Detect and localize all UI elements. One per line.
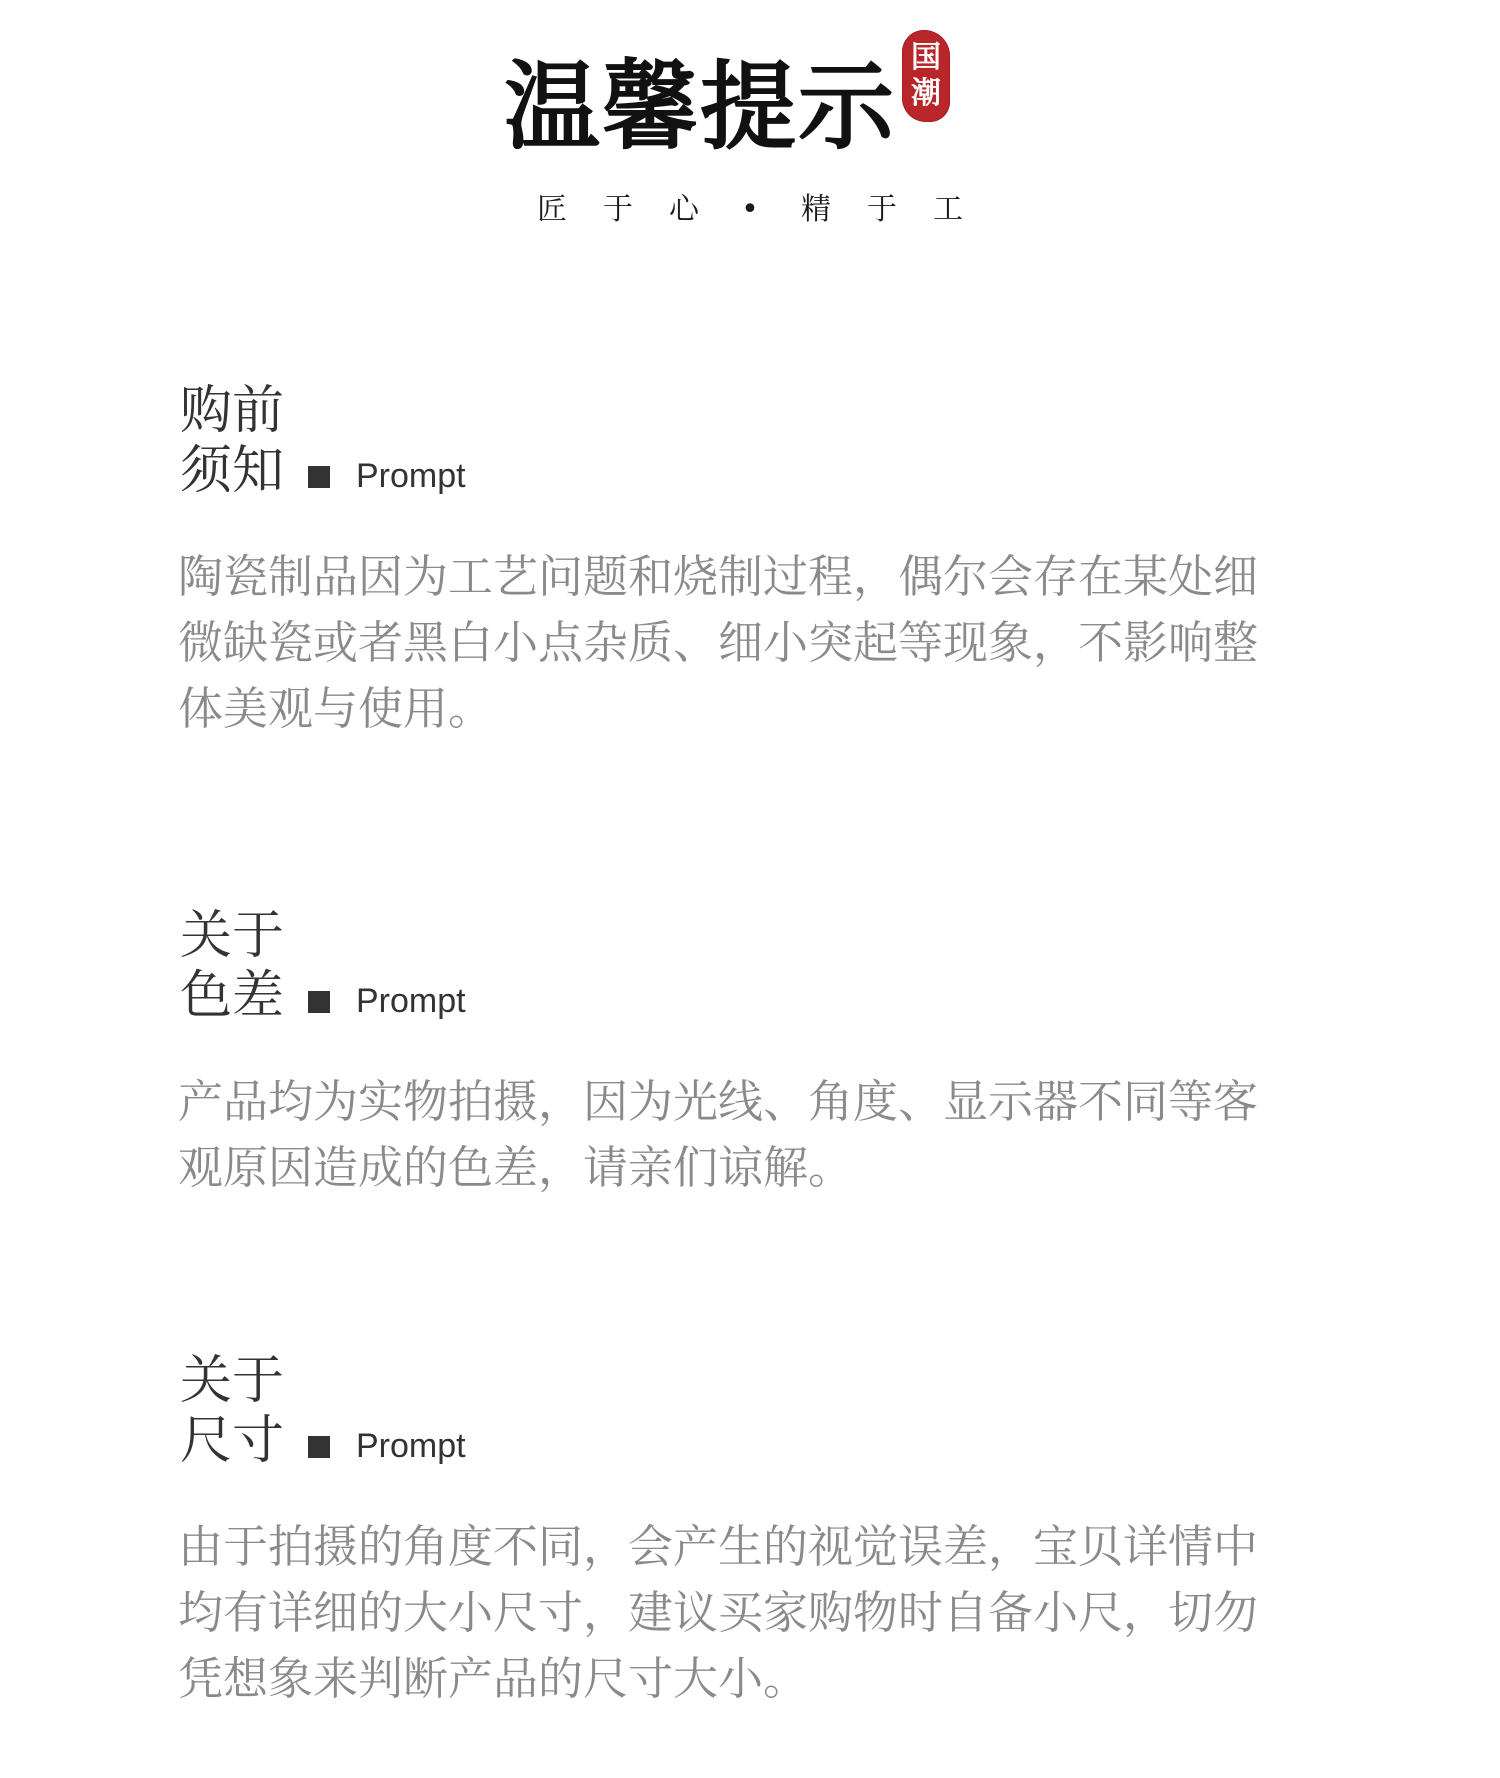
seal-char-1: 国 [911,40,941,75]
tagline-char: 心 [669,192,699,227]
prompt-tag: Prompt [356,457,466,495]
section-title-line2: 尺寸 [180,1411,285,1471]
section-title-line2: 色差 [180,966,285,1026]
section-heading [178,905,1288,1035]
section-body: 陶瓷制品因为工艺问题和烧制过程，偶尔会存在某处细微缺瓷或者黑白小点杂质、细小突起等现象，不影响整体美观与使用。 [178,550,1259,735]
square-bullet-icon [308,991,330,1013]
tagline-char: 于 [867,192,897,227]
section-before-purchase [178,380,1288,735]
guochao-seal [902,30,950,122]
header [0,0,1500,260]
section-body: 由于拍摄的角度不同，会产生的视觉误差，宝贝详情中均有详细的大小尺寸，建议买家购物时自备小尺，切勿凭想象来判断产品的尺寸大小。 [178,1520,1259,1705]
section-title-line2: 须知 [180,441,285,501]
tagline-char: 精 [801,192,831,227]
section-title-line1: 关于 [180,906,285,966]
tagline-char: 于 [603,192,633,227]
section-heading [178,1350,1288,1480]
tagline-char: 匠 [537,192,567,227]
section-title-line1: 关于 [180,1351,285,1411]
prompt-tag: Prompt [356,982,466,1020]
square-bullet-icon [308,1436,330,1458]
section-size [178,1350,1288,1705]
section-heading [178,380,1288,510]
tagline [450,190,1050,230]
section-body: 产品均为实物拍摄，因为光线、角度、显示器不同等客观原因造成的色差，请亲们谅解。 [178,1075,1259,1194]
section-title-line1: 购前 [180,381,285,441]
tagline-char: 工 [933,192,963,227]
page-title: 温馨提示 [504,51,896,163]
square-bullet-icon [308,466,330,488]
tagline-dot: • [741,192,759,227]
section-color-difference [178,905,1288,1194]
seal-char-2: 潮 [911,76,941,111]
prompt-tag: Prompt [356,1427,466,1465]
